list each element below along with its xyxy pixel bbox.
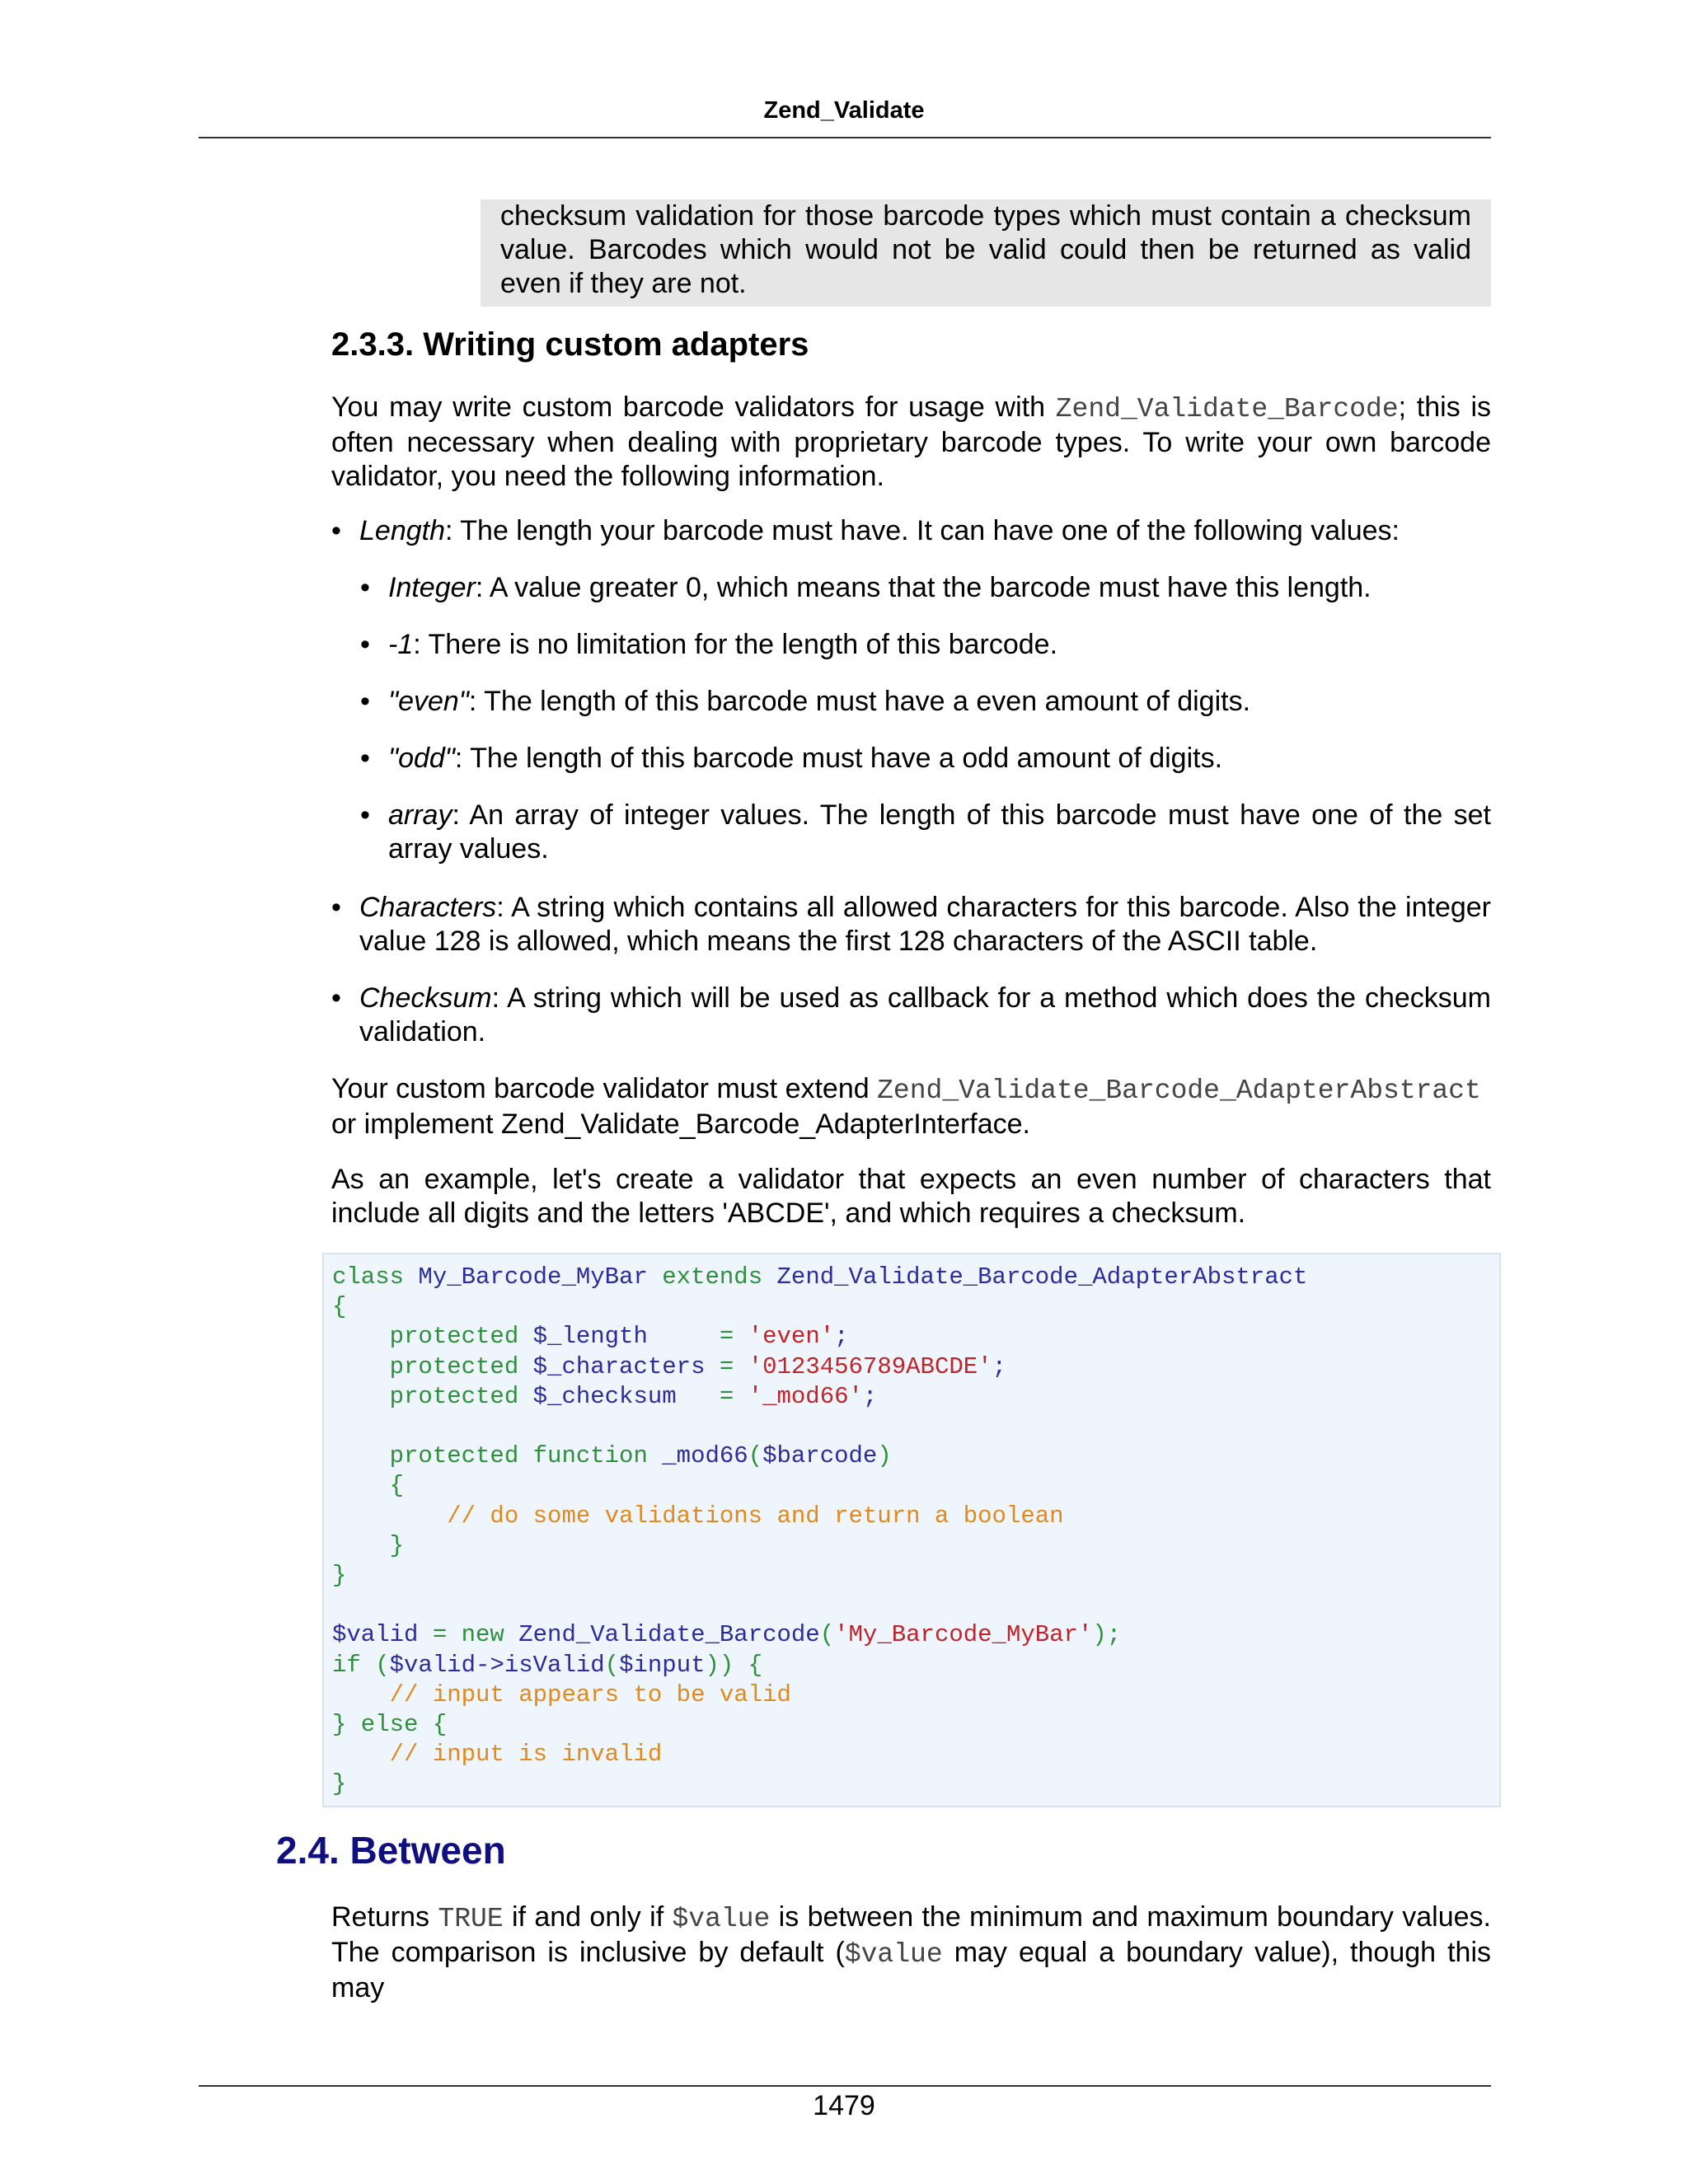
list-item-characters — [331, 891, 1491, 958]
list-item — [360, 628, 1491, 685]
desc-characters: : A string which contains all allowed characters for this barcode. Also the integer value 128 is allowed, which means the first 128 characters of the ASCII table. — [359, 892, 1491, 957]
bullet-icon: • — [360, 629, 370, 660]
note-text: checksum validation for those barcode types which must contain a checksum value. Barcodes which would not be valid could then be returned as valid even if they are not. — [500, 200, 1471, 299]
term-odd: "odd" — [388, 743, 455, 774]
intro-text-before: You may write custom barcode validators for usage with — [331, 391, 1056, 423]
bullet-icon: • — [331, 515, 341, 546]
list-item — [360, 742, 1491, 799]
extend-text-before: Your custom barcode validator must extend — [331, 1073, 878, 1104]
between-code-true: TRUE — [438, 1904, 504, 1934]
desc-length: : The length your barcode must have. It can have one of the following values: — [445, 515, 1400, 546]
example-paragraph — [331, 1163, 1491, 1230]
page-number: 1479 — [813, 2090, 875, 2121]
list-item — [360, 685, 1491, 742]
nested-list — [360, 571, 1491, 866]
extend-paragraph — [331, 1072, 1491, 1141]
bullet-icon: • — [360, 743, 370, 774]
desc-array: : An array of integer values. The length of this barcode must have one of the set array values. — [388, 799, 1491, 865]
page-header-title: Zend_Validate — [763, 97, 925, 124]
between-text-4: may equal a boundary value), though this may — [331, 1937, 1491, 2004]
term-even: "even" — [388, 686, 469, 717]
between-text-2: if and only if — [503, 1901, 673, 1933]
term-length: Length — [359, 515, 445, 546]
intro-paragraph — [331, 391, 1491, 494]
between-code-value: $value — [672, 1904, 771, 1934]
bullet-icon: • — [360, 686, 370, 717]
note-box — [481, 199, 1491, 307]
code-block: class My_Barcode_MyBar extends Zend_Validate_Barcode_AdapterAbstract { protected $_length = 'even'; protected $_characters = '0123456789ABCDE'; protected $_checksum = '_mod66'; protected function _mod66($barcode) { // do some validations and return a boolean } } $valid = new Zend_Validate_Barcode('My_Barcode_MyBar'); if ($valid->isValid($input)) { // input appears to be valid } else { // input is invalid } — [322, 1253, 1501, 1807]
term-characters: Characters — [359, 892, 497, 923]
desc-checksum: : A string which will be used as callback for a method which does the checksum validation. — [359, 982, 1491, 1047]
desc-even: : The length of this barcode must have a even amount of digits. — [468, 686, 1251, 717]
list-item — [360, 571, 1491, 628]
list-item-length — [331, 514, 1491, 548]
term-integer: Integer — [388, 572, 476, 603]
bullet-icon: • — [360, 799, 370, 831]
footer-rule — [199, 2085, 1491, 2087]
desc-integer: : A value greater 0, which means that the barcode must have this length. — [475, 572, 1372, 603]
extend-text-after: or implement Zend_Validate_Barcode_AdapterInterface. — [331, 1108, 1030, 1140]
term-minus-one: -1 — [388, 629, 414, 660]
between-text-3: is between the minimum and maximum boundary values. The comparison is inclusive by default ( — [331, 1901, 1491, 1968]
between-paragraph — [331, 1900, 1491, 2005]
extend-code: Zend_Validate_Barcode_AdapterAbstract — [877, 1076, 1481, 1106]
intro-text-after: ; this is often necessary when dealing with proprietary barcode types. To write your own barcode validator, you need the following information. — [331, 391, 1492, 492]
bullet-icon: • — [331, 982, 341, 1014]
example-text: As an example, let's create a validator that expects an even number of characters that include all digits and the letters 'ABCDE', and which requires a checksum. — [331, 1164, 1491, 1229]
intro-code: Zend_Validate_Barcode — [1055, 394, 1399, 424]
list-item-checksum — [331, 982, 1491, 1049]
bullet-icon: • — [331, 892, 341, 923]
list-item — [360, 799, 1491, 866]
term-array: array — [388, 799, 452, 831]
bullet-icon: • — [360, 572, 370, 603]
section-heading-2-3-3: 2.3.3. Writing custom adapters — [331, 326, 809, 363]
between-text-1: Returns — [331, 1901, 438, 1933]
desc-odd: : The length of this barcode must have a odd amount of digits. — [454, 743, 1223, 774]
section-heading-2-4: 2.4. Between — [276, 1829, 506, 1872]
between-code-value-2: $value — [844, 1939, 943, 1970]
header-rule — [199, 137, 1491, 138]
term-checksum: Checksum — [359, 982, 492, 1014]
desc-minus-one: : There is no limitation for the length of this barcode. — [413, 629, 1058, 660]
